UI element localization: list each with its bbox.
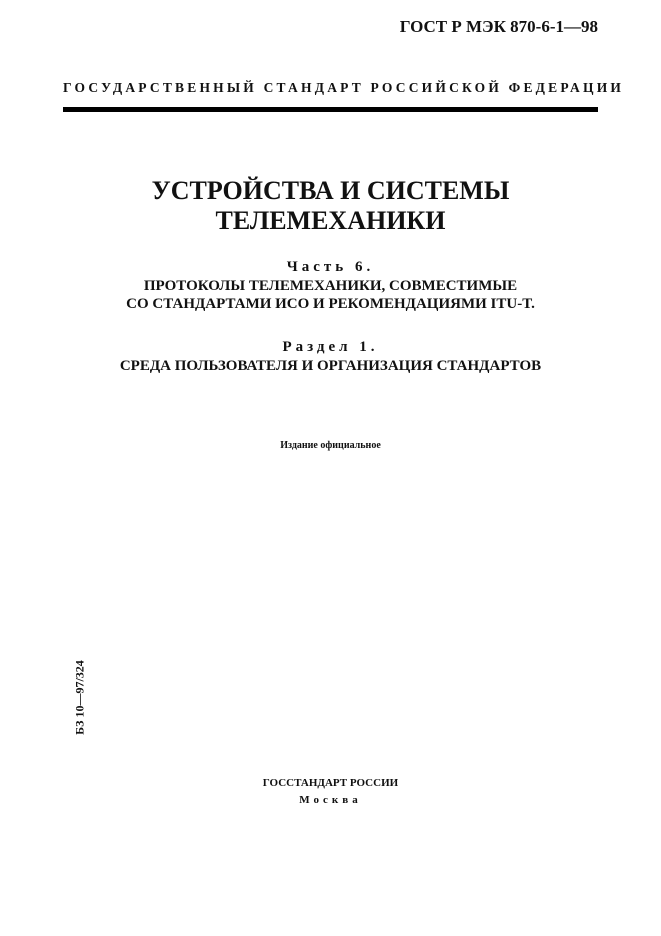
part-title-line-1: ПРОТОКОЛЫ ТЕЛЕМЕХАНИКИ, СОВМЕСТИМЫЕ xyxy=(143,278,518,294)
publisher-city: Москва xyxy=(299,794,362,806)
edition-note: Издание официальное xyxy=(280,440,381,451)
part-title-line-2: СО СТАНДАРТАМИ ИСО И РЕКОМЕНДАЦИЯМИ ITU-T. xyxy=(126,296,535,312)
publisher-name: ГОССТАНДАРТ РОССИИ xyxy=(262,777,399,789)
section-label: Раздел 1. xyxy=(282,339,379,355)
section-title: СРЕДА ПОЛЬЗОВАТЕЛЯ И ОРГАНИЗАЦИЯ СТАНДАРТОВ xyxy=(119,358,542,374)
title-line-2: ТЕЛЕМЕХАНИКИ xyxy=(215,206,446,235)
part-label: Часть 6. xyxy=(286,259,375,275)
title-line-1: УСТРОЙСТВА И СИСТЕМЫ xyxy=(151,176,510,205)
side-code: БЗ 10—97/324 xyxy=(72,660,87,735)
header-rule xyxy=(63,107,598,112)
standard-band-heading: ГОСУДАРСТВЕННЫЙ СТАНДАРТ РОССИЙСКОЙ ФЕДЕРАЦИИ xyxy=(63,80,625,95)
document-number: ГОСТ Р МЭК 870-6-1—98 xyxy=(399,17,598,36)
